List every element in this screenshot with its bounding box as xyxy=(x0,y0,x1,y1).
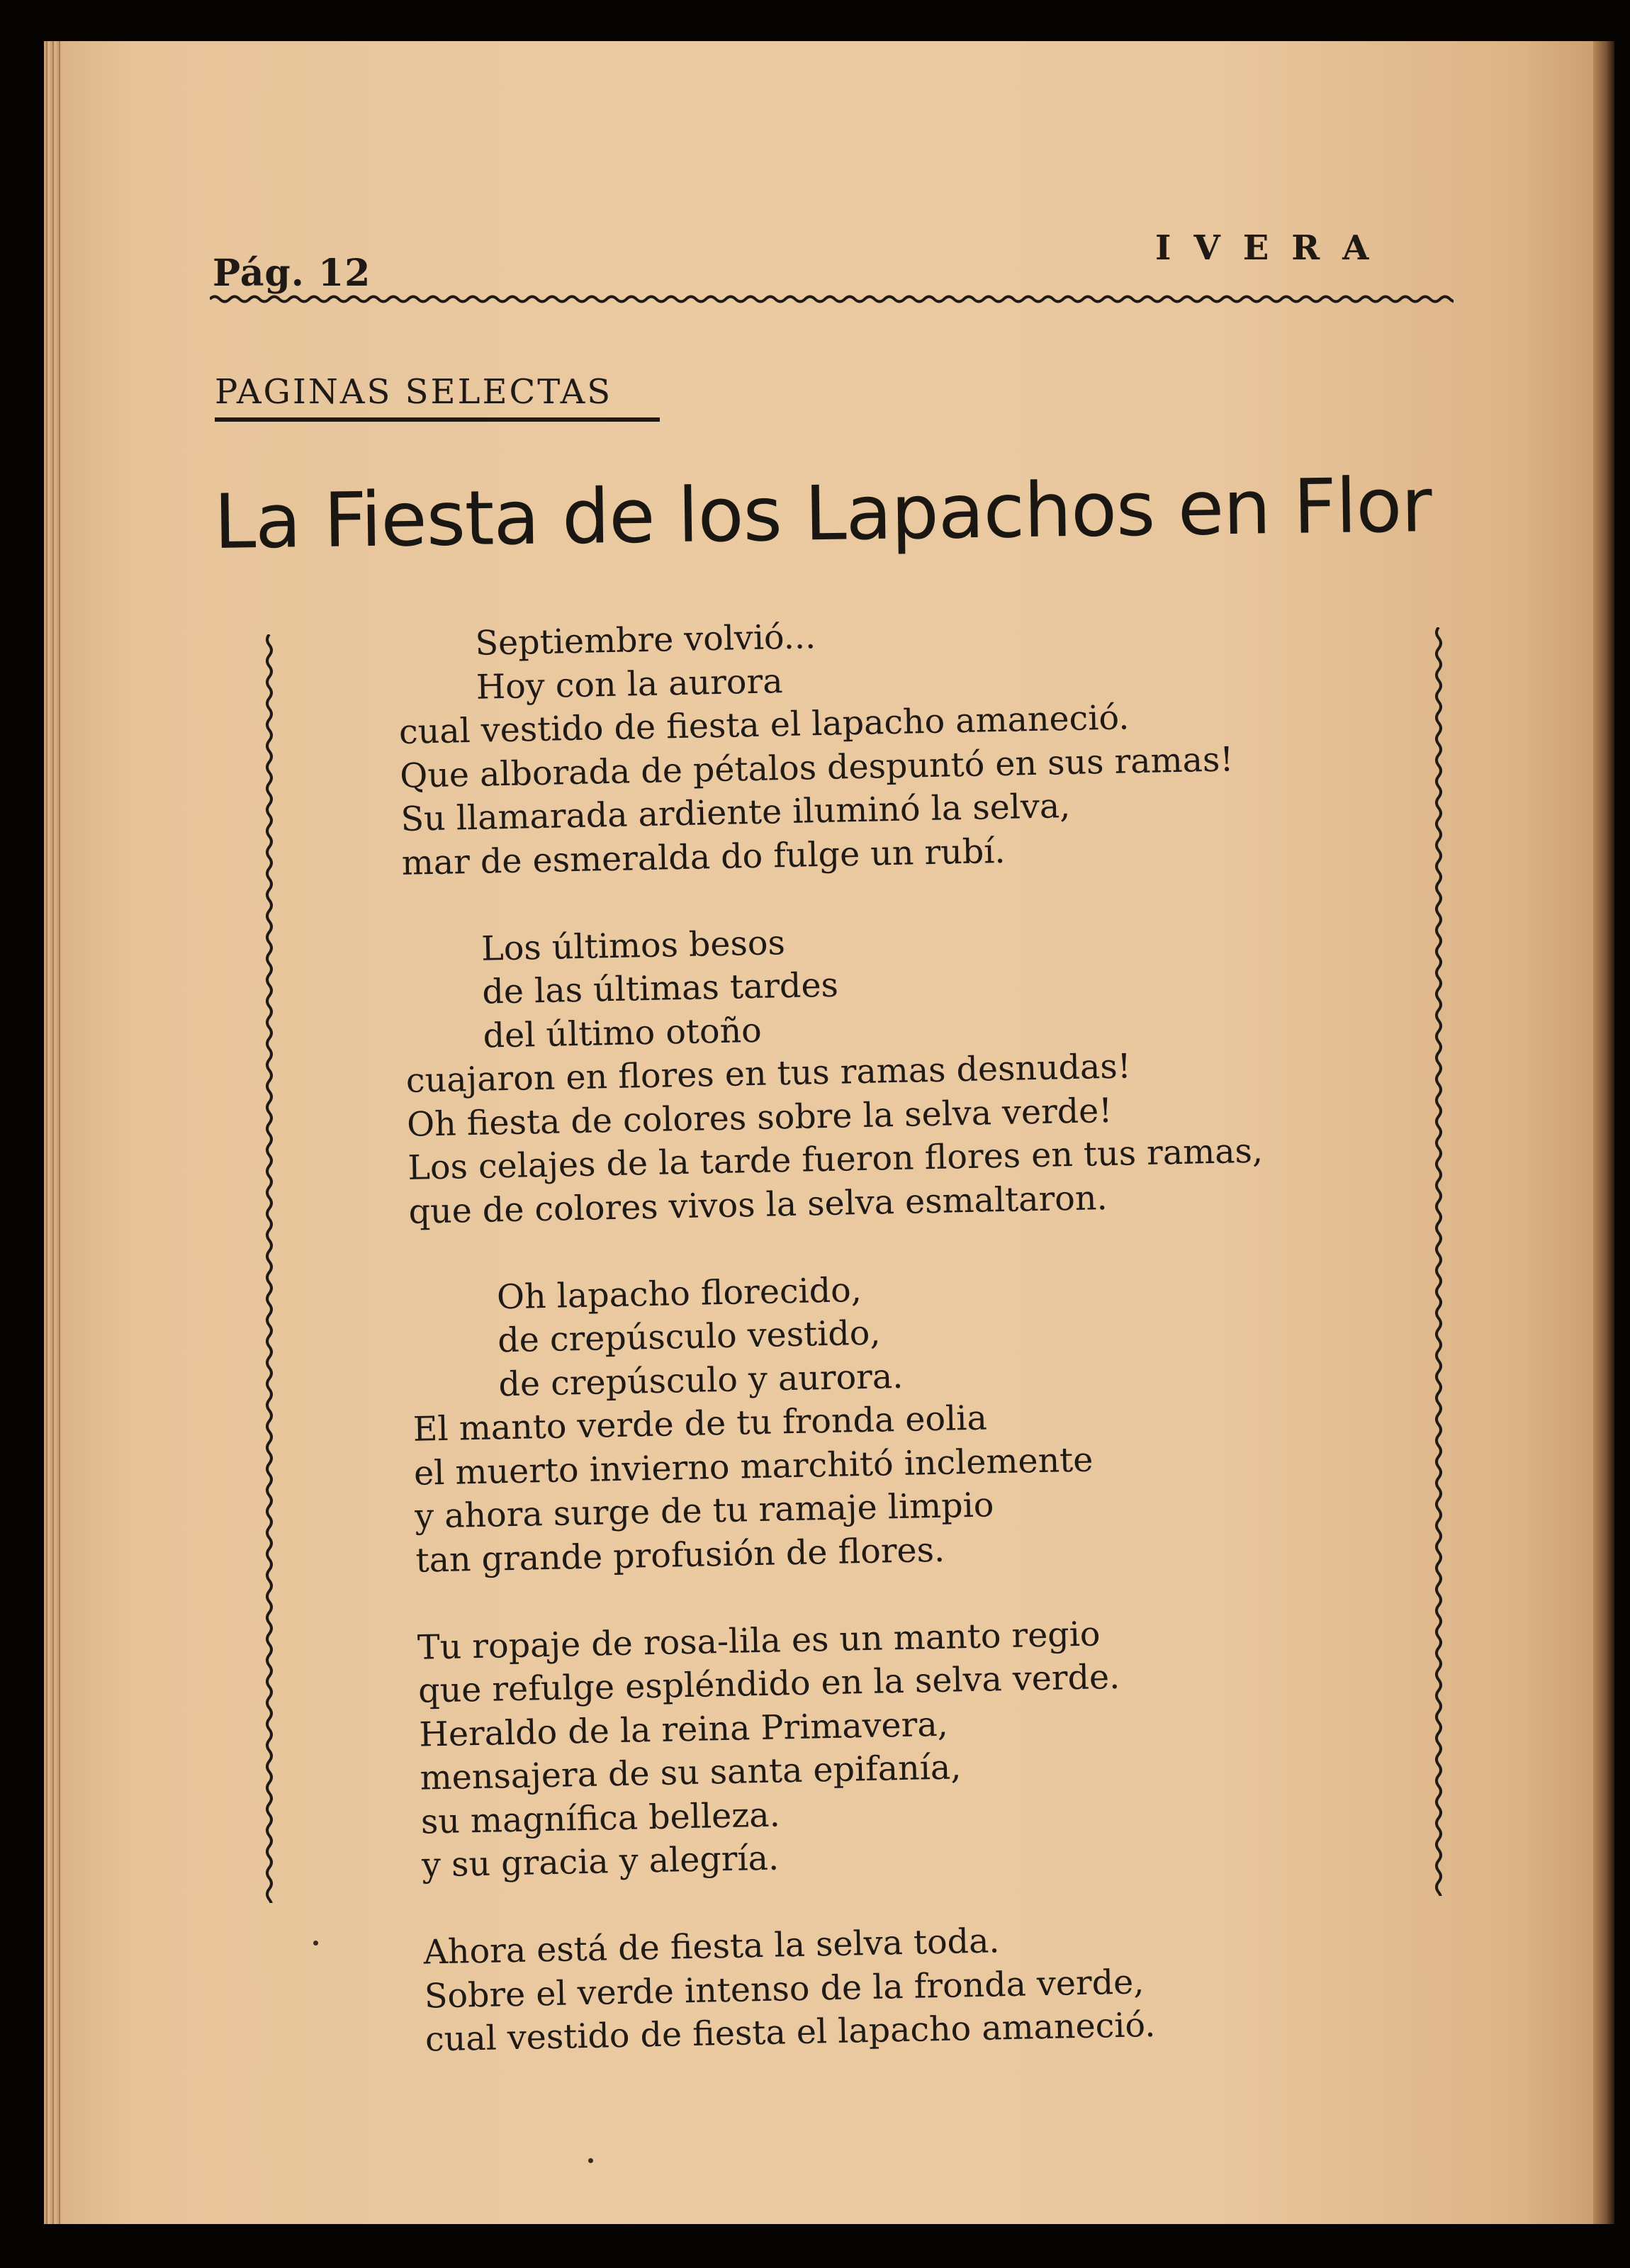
poem-line: tan grande profusión de flores. xyxy=(415,1530,945,1581)
poem-line: El manto verde de tu fronda eolia xyxy=(412,1398,988,1449)
poem-body xyxy=(397,600,1596,2106)
magazine-name: IVERA xyxy=(1155,228,1392,268)
page-stack-edge xyxy=(44,41,62,2224)
poem-line: Oh fiesta de colores sobre la selva verde! xyxy=(406,1091,1113,1145)
poem-line: Los últimos besos xyxy=(480,923,786,969)
poem-stanza xyxy=(423,1908,1595,2062)
poem-line: de las últimas tardes xyxy=(481,965,839,1012)
poem-line: que de colores vivos la selva esmaltaron. xyxy=(408,1178,1108,1232)
poem-line: Su llamarada ardiente iluminó la selva, xyxy=(400,786,1071,839)
poem-line: y ahora surge de tu ramaje limpio xyxy=(414,1486,994,1537)
poem-line: Sobre el verde intenso de la fronda verde, xyxy=(424,1962,1145,2016)
poem-line: y su gracia y alegría. xyxy=(421,1838,780,1885)
poem-line: su magnífica belleza. xyxy=(420,1795,781,1842)
poem-line: mensajera de su santa epifanía, xyxy=(420,1748,962,1798)
poem-line: mar de esmeralda do fulge un rubí. xyxy=(401,831,1006,883)
poem-line: Tu ropaje de rosa-lila es un manto regio xyxy=(417,1614,1101,1668)
poem-line: Que alborada de pétalos despuntó en sus ramas! xyxy=(399,739,1234,796)
poem-stanza xyxy=(403,905,1578,1234)
poem-line: Septiembre volvió... xyxy=(475,617,816,663)
ink-speck xyxy=(313,1941,318,1946)
ink-speck xyxy=(588,2158,593,2163)
poem-line: de crepúsculo vestido, xyxy=(497,1313,881,1361)
poem-stanza xyxy=(410,1254,1585,1583)
section-underline xyxy=(215,417,660,422)
header-wavy-rule xyxy=(210,285,1454,313)
section-heading: PAGINAS SELECTAS xyxy=(215,372,613,412)
poem-title: La Fiesta de los Lapachos en Flor xyxy=(213,461,1432,566)
poem-line: cual vestido de fiesta el lapacho amaneció. xyxy=(425,2005,1156,2060)
poem-line: que refulge espléndido en la selva verde. xyxy=(417,1657,1120,1711)
page-number: Pág. 12 xyxy=(213,252,371,295)
poem-line: Oh lapacho florecido, xyxy=(496,1270,862,1317)
poem-line: Hoy con la aurora xyxy=(476,661,783,707)
poem-line: Ahora está de fiesta la selva toda. xyxy=(423,1921,1000,1972)
poem-stanza xyxy=(417,1602,1591,1887)
page-binding-edge xyxy=(1593,41,1614,2224)
poem-line: cuajaron en flores en tus ramas desnudas! xyxy=(405,1047,1132,1101)
poem-line: de crepúsculo y aurora. xyxy=(498,1357,904,1404)
poem-line: el muerto invierno marchitó inclemente xyxy=(413,1440,1094,1493)
poem-line: del último otoño xyxy=(483,1011,763,1056)
poem-line: Heraldo de la reina Primavera, xyxy=(418,1705,949,1755)
poem-line: Los celajes de la tarde fueron flores en tus ramas, xyxy=(407,1131,1264,1188)
poem-stanza xyxy=(397,600,1571,885)
poem-line: cual vestido de fiesta el lapacho amaneció. xyxy=(398,698,1130,752)
left-wavy-border xyxy=(255,634,283,1903)
